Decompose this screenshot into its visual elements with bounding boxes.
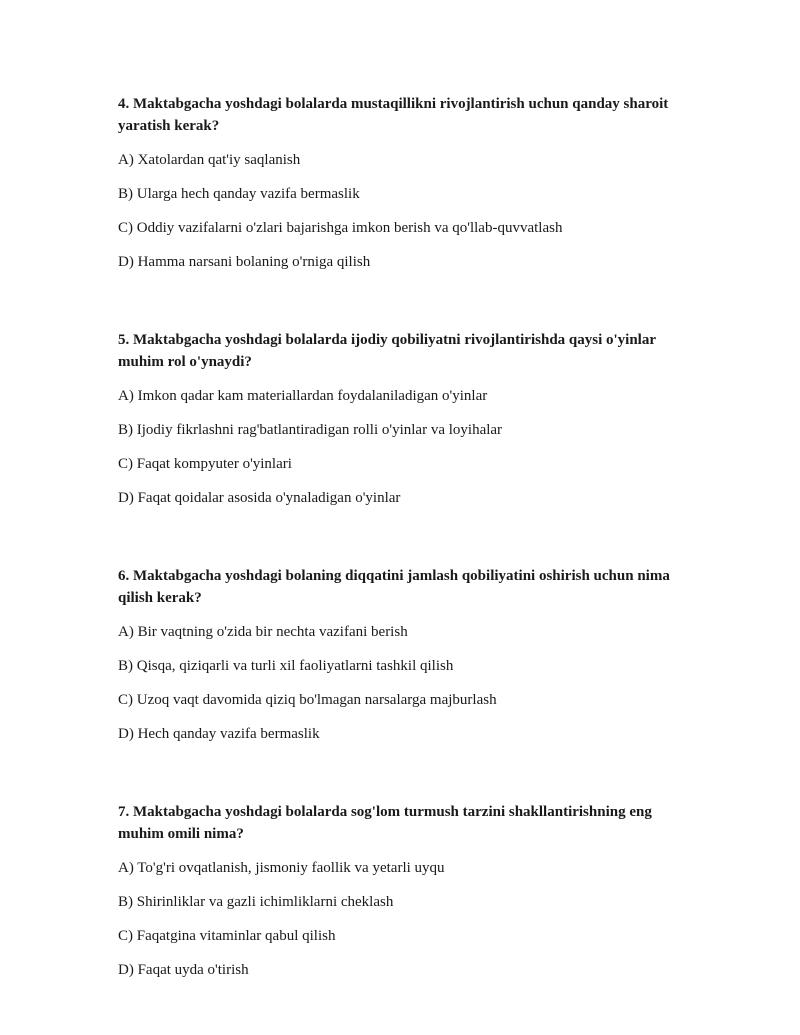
option-c: C) Uzoq vaqt davomida qiziq bo'lmagan narsalarga majburlash [118,692,497,708]
option-d: D) Faqat uyda o'tirish [118,962,249,978]
document-page [118,93,698,981]
option-d: D) Faqat qoidalar asosida o'ynaladigan o'yinlar [118,490,401,506]
option-b: B) Shirinliklar va gazli ichimliklarni cheklash [118,894,394,910]
question-text: 4. Maktabgacha yoshdagi bolalarda mustaqillikni rivojlantirish uchun qanday sharoit yaratish kerak? [118,96,669,134]
question-7 [118,801,698,981]
question-4 [118,93,698,273]
option-b: B) Ularga hech qanday vazifa bermaslik [118,186,360,202]
option-a: A) To'g'ri ovqatlanish, jismoniy faollik va yetarli uyqu [118,860,445,876]
question-6 [118,565,698,745]
option-a: A) Bir vaqtning o'zida bir nechta vazifani berish [118,624,408,640]
option-b: B) Ijodiy fikrlashni rag'batlantiradigan rolli o'yinlar va loyihalar [118,422,503,438]
option-d: D) Hamma narsani bolaning o'rniga qilish [118,254,371,270]
question-text: 6. Maktabgacha yoshdagi bolaning diqqatini jamlash qobiliyatini oshirish uchun nima qilish kerak? [118,568,670,606]
option-c: C) Faqat kompyuter o'yinlari [118,456,292,472]
option-a: A) Imkon qadar kam materiallardan foydalaniladigan o'yinlar [118,388,488,404]
option-d: D) Hech qanday vazifa bermaslik [118,726,320,742]
question-5 [118,329,698,509]
option-a: A) Xatolardan qat'iy saqlanish [118,152,301,168]
question-text: 7. Maktabgacha yoshdagi bolalarda sog'lom turmush tarzini shakllantirishning eng muhim omili nima? [118,804,652,842]
option-c: C) Oddiy vazifalarni o'zlari bajarishga imkon berish va qo'llab-quvvatlash [118,220,563,236]
option-b: B) Qisqa, qiziqarli va turli xil faoliyatlarni tashkil qilish [118,658,454,674]
question-text: 5. Maktabgacha yoshdagi bolalarda ijodiy qobiliyatni rivojlantirishda qaysi o'yinlar muhim rol o'ynaydi? [118,332,656,370]
option-c: C) Faqatgina vitaminlar qabul qilish [118,928,336,944]
